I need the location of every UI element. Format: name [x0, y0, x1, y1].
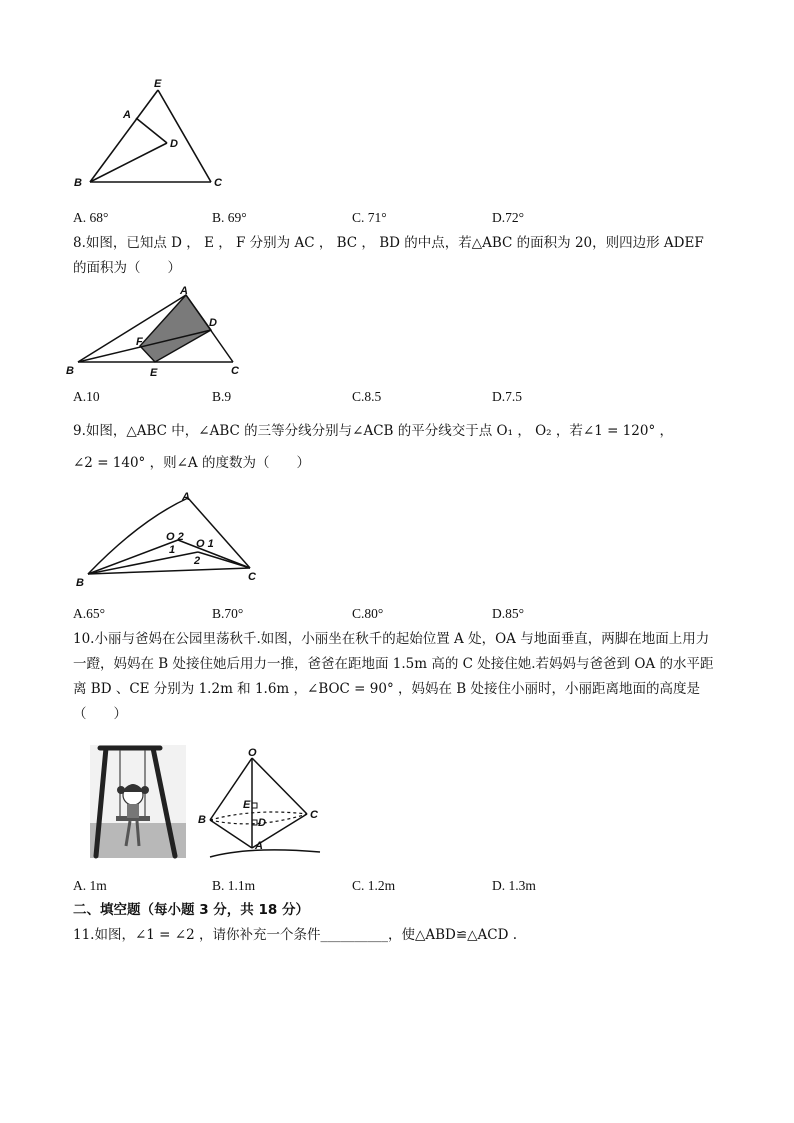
q9-option-c: C.80° [352, 606, 384, 621]
q8-label-F: F [136, 336, 143, 348]
q9-label-O2: O 2 [166, 531, 184, 543]
q9-label-O1: O 1 [196, 538, 214, 550]
q9-stem-line2: ∠2 = 140° ，则∠A 的度数为（ ） [73, 455, 310, 471]
q10-label-A: A [255, 840, 263, 852]
q10-label-B: B [198, 814, 206, 826]
q7-option-a: A. 68° [73, 210, 109, 225]
q9-stem-line1: 9.如图，△ABC 中，∠ABC 的三等分线分别与∠ACB 的平分线交于点 O₁ ， O₂ ，若∠1 = 120° ， [73, 423, 673, 439]
q8-stem-line1: 8.如图，已知点 D ， E ， F 分别为 AC ， BC ， BD 的中点，若△ABC 的面积为 20，则四边形 ADEF [73, 235, 704, 251]
q10-option-b: B. 1.1m [212, 878, 256, 893]
q10-label-O: O [248, 747, 257, 759]
q10-stem-line2: 一蹬，妈妈在 B 处接住她后用力一推，爸爸在距地面 1.5m 高的 C 处接住她.若妈妈与爸爸到 OA 的水平距 [73, 656, 714, 672]
q9-label-1: 1 [169, 544, 176, 556]
section2-heading: 二、填空题（每小题 3 分，共 18 分） [73, 902, 309, 918]
q9-option-b: B.70° [212, 606, 244, 621]
q8-label-D: D [209, 317, 217, 329]
q7-option-d: D.72° [492, 210, 525, 225]
q10-label-C: C [310, 809, 318, 821]
q9-label-B: B [76, 577, 84, 589]
q8-label-E: E [150, 367, 158, 379]
q10-stem-line3: 离 BD 、CE 分别为 1.2m 和 1.6m ，∠BOC = 90° ，妈妈在 B 处接住小丽时，小丽距离地面的高度是 [73, 681, 701, 697]
q8-option-c: C.8.5 [352, 389, 382, 404]
q8-stem-line2: 的面积为（ ） [73, 260, 181, 276]
q9-option-d: D.85° [492, 606, 525, 621]
q10-stem-line4: （ ） [73, 706, 127, 722]
q10-option-d: D. 1.3m [492, 878, 536, 893]
q9-label-2: 2 [194, 555, 201, 567]
q8-option-a: A.10 [73, 389, 100, 404]
q8-label-A: A [180, 285, 188, 297]
q10-option-c: C. 1.2m [352, 878, 396, 893]
q7-label-C: C [214, 177, 222, 189]
q7-label-E: E [154, 78, 162, 90]
q10-stem-line1: 10.小丽与爸妈在公园里荡秋千.如图，小丽坐在秋千的起始位置 A 处，OA 与地面垂直，两脚在地面上用力 [73, 631, 710, 647]
q10-label-E: E [243, 799, 251, 811]
q7-label-B: B [74, 177, 82, 189]
q10-option-a: A. 1m [73, 878, 107, 893]
q7-option-c: C. 71° [352, 210, 387, 225]
q7-label-A: A [123, 109, 131, 121]
q11-stem-line1: 11.如图，∠1 = ∠2 ，请你补充一个条件__________，使△ABD≌△ACD . [73, 927, 518, 943]
q9-label-A: A [182, 491, 190, 503]
q9-label-C: C [248, 571, 256, 583]
q8-label-C: C [231, 365, 239, 377]
q10-label-D: D [258, 817, 266, 829]
q9-option-a: A.65° [73, 606, 106, 621]
q8-option-b: B.9 [212, 389, 232, 404]
q8-label-B: B [66, 365, 74, 377]
q7-option-b: B. 69° [212, 210, 247, 225]
q8-option-d: D.7.5 [492, 389, 522, 404]
q7-label-D: D [170, 138, 178, 150]
